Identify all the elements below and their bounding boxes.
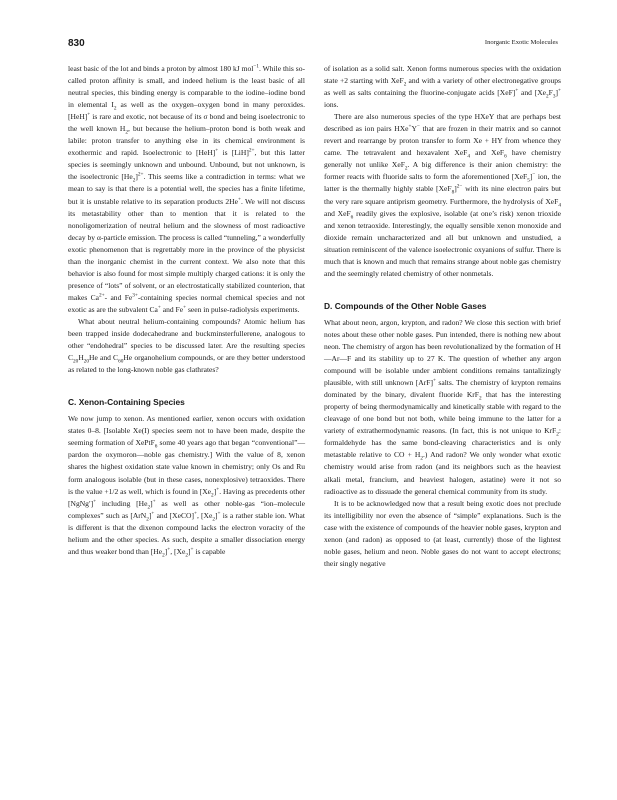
paragraph: of isolation as a solid salt. Xenon forms numerous species with the oxidation state +2 starting with XeF$_2$ and with a variety of other electronegative groups as well as salts containing the fluorine-conjugate acids [XeF]+ and $[Xe_2F_3]^+$ ions. <box>324 64 561 110</box>
spacer <box>324 280 561 300</box>
section-heading-other-noble-gases: D. Compounds of the Other Noble Gases <box>324 300 487 311</box>
section-heading-xenon: C. Xenon-Containing Species <box>68 397 185 408</box>
paragraph: What about neon, argon, krypton, and radon? We close this section with brief notes about these other noble gases. Pun intended, there is nothing new about neon. The chemistry of argon has been revolutionalized by the formation of H—Ar—F and its stability up to 27 K. The question of whether any argon compound will be isolable under ambient conditions remains tantalizingly plausible, with still unknown [ArF]+ salts. The chemistry of krypton remains dominated by the binary, divalent fluoride KrF$_2$ that has the interesting property of being thermodynamically and kinetically stable with regard to the cleavage of one bond but not both, while being immune to the latter for a variety of extrathermodynamic reasons. (In fact, this is not unique to KrF$_2$: formaldehyde has the same bond-cleaving characteristics and is only metastable relative to CO + $H_2$.) And radon? We only wonder what exotic chemistry would arise from radon (and its neighbors such as the heaviest alkali metal, francium, and heaviest halogen, astatine) were it not so radioactive as to dissuade the general chemical community from its study. <box>324 317 561 496</box>
running-header <box>68 38 558 52</box>
book-title: Inorganic Exotic Molecules <box>484 39 558 46</box>
paragraph: It is to be acknowledged now that a result being exotic does not preclude its intelligibility nor even the absence of “simple” explanations. Such is the case with the existence of compounds of the heavier noble gases, krypton and xenon (and radon) as opposed to (at least, currently) those of the lightest noble gases, helium and neon. Noble gases do not want to accept electrons; their singly negative <box>324 498 561 568</box>
spacer <box>68 376 305 396</box>
paragraph: What about neutral helium-containing compounds? Atomic helium has been trapped inside dodecahedrane and buckminsterfullerene, analogous to other “endohedral” species to be discussed later. Are the resulting species $C_{20}H_{20}He$ and $C_{60}He$ organohelium compounds, or are they better understood as related to the long-known noble gas clathrates? <box>68 316 305 375</box>
right-column <box>324 63 561 570</box>
paragraph: least basic of the lot and binds a proton by almost 180 kJ mol$^{-1}$. While this so-called proton affinity is small, and indeed helium is the least basic of all neutral species, this binding energy is comparable to the iodine–iodine bond in elemental $I_2$ as well as the oxygen–oxygen bond in many peroxides. [HeH]+ is rare and exotic, not because of its σ bond and being isoelectronic to the well known $H_2$, but because the helium–proton bond is both weak and labile: proton transfer to anything else in its chemical environment is exothermic and rapid. Isoelectronic to [HeH]+ is [LiH]$^{2+}$, but this latter species is seemingly unknown and unbound. Unbound, but not unknown, is the isoelectronic $[He_2]^{2+}$. This seems like a contradiction in terms: what we mean to say is that there is a potential well, the species has a finite lifetime, but it is unstable relative to its separation products 2He+. We will not discuss its metastability other than to mention that it is related to the nonoligomerization of neutral helium and the slowness of most radioactive decay by α-particle emission. The process is called “tunneling,” a wonderfully exotic phenomenon that is regrettably more in the province of the physicist than the inorganic chemist in the current context. We also note that this behavior is also found for most simple multiply charged cations: it is only the presence of “lots” of solvent, or an electrostatically stabilized counterion, that makes $Ca^{2+}-$ and $Fe^{3+}$-containing species normal chemical species and not exotic as are the subvalent Ca+ and Fe+ seen in pulse-radiolysis experiments. <box>68 63 305 314</box>
page-number: 830 <box>68 38 85 49</box>
paragraph: We now jump to xenon. As mentioned earlier, xenon occurs with oxidation states 0–8. [Isolable Xe(I) species seem not to have been made, despite the seeming formation of XePtF$_6$ some 40 years ago that began “conventional”—pardon the oxymoron—noble gas chemistry.] With the value of 8, xenon shares the highest oxidation state value known in chemistry; only Os and Ru form analogous isolable (but in these cases, nonexplosive) tetraoxides. There is the value +1/2 as well, which is found in $[Xe_2]^+$. Having as precedents other [NgNg′]+ including $[He_2]^+$ as well as other noble-gas “ion–molecule complexes” such as [ArN$_2$]+ and [XeCO]+, $[Xe_2]^+$ is a rather stable ion. What is different is that the dixenon compound lacks the electron voracity of the helium and the other species. As such, despite a smaller dissociation energy and thus weaker bond than $[He_2]^+$, $[Xe_2]^+$ is capable <box>68 414 305 559</box>
paragraph: There are also numerous species of the type HXeY that are perhaps best described as ion pairs HXe+Y− that are frozen in their matrix and so cannot revert and rearrange by proton transfer to form Xe + HY from whence they came. The tetravalent and hexavalent XeF$_4$ and XeF$_6$ have chemistry generally not unlike XeF$_2$. A big difference is their anion chemistry: the former reacts with fluoride salts to form the aforementioned [XeF$_5$]− ion, the latter is the thermally highly stable $[XeF_8]^{2-}$ with its nine electron pairs but the very rare square antiprism geometry. Furthermore, the hydrolysis of XeF$_4$ and XeF$_6$ readily gives the explosive, isolable (at one’s risk) xenon trioxide and xenon tetraoxide. Interestingly, the equally sensible xenon monoxide and dioxide remain uncharacterized and all but unknown and unstudied, a situation reminiscent of the valence isoelectronic oxyanions of sulfur. There is much that is known and much that remains strange about noble gas chemistry and the seemingly related chemistry of other nonmetals. <box>324 112 562 278</box>
left-column <box>68 63 305 558</box>
